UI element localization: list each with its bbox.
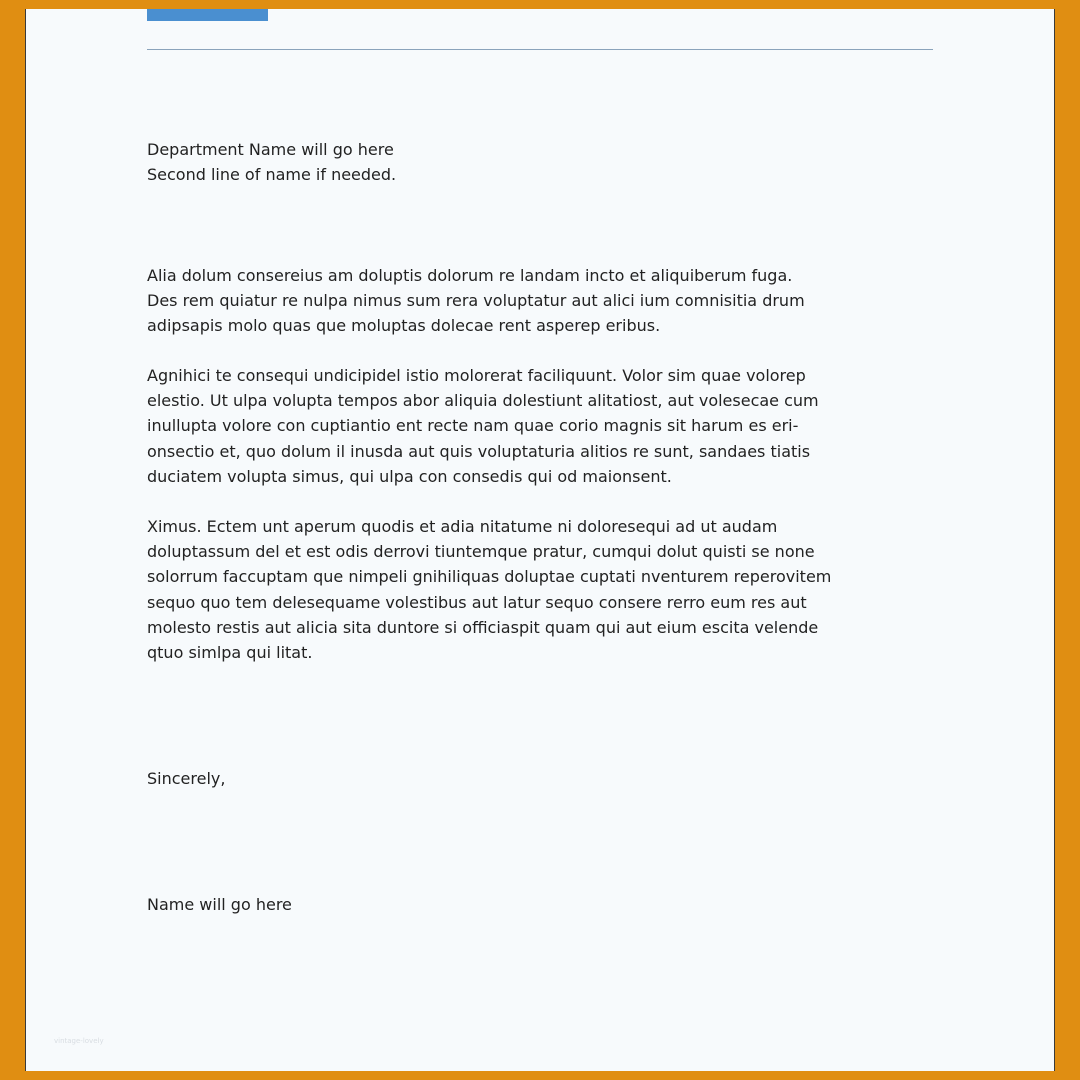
body-paragraph-2: Agnihici te consequi undicipidel istio molorerat faciliquunt. Volor sim quae volorep elestio. Ut ulpa volupta tempos abor aliquia dolestiunt alitatiost, aut volesecae cum inullupta volore con cuptiantio ent recte nam quae corio magnis sit harum es eri- onsectio et, quo dolum il inusda aut quis voluptaturia alitios re sunt, sandaes tiatis duciatem volupta simus, qui ulpa con consedis qui od maionsent. (147, 366, 819, 486)
page-frame (9, 9, 1071, 1071)
body-paragraph-3: Ximus. Ectem unt aperum quodis et adia nitatume ni doloresequi ad ut audam doluptassum del et est odis derrovi tiuntemque pratur, cumqui dolut quisti se none solorrum faccuptam que nimpeli gnihiliquas doluptae cuptati nventurem reperovitem sequo quo tem delesequame volestibus aut latur sequo consere rerro eum res aut molesto restis aut alicia sita duntore si officiaspit quam qui aut eium escita velende qtuo simlpa qui litat. (147, 517, 832, 663)
signer-name: Name will go here (147, 895, 292, 914)
department-block (147, 137, 396, 187)
department-name-line1: Department Name will go here (147, 140, 394, 159)
department-name-line2: Second line of name if needed. (147, 165, 397, 185)
letterhead-rule (147, 49, 933, 50)
watermark: vintage-lovely (54, 1037, 104, 1045)
closing-salutation: Sincerely, (147, 769, 226, 788)
letterhead-accent-bar (147, 9, 268, 21)
letter-sheet (25, 9, 1055, 1071)
body-paragraph-1: Alia dolum consereius am doluptis dolorum re landam incto et aliquiberum fuga. Des rem quiatur re nulpa nimus sum rera voluptatur aut alici ium comnisitia drum adipsapis molo quas que moluptas dolecae rent asperep eribus. (147, 266, 805, 336)
